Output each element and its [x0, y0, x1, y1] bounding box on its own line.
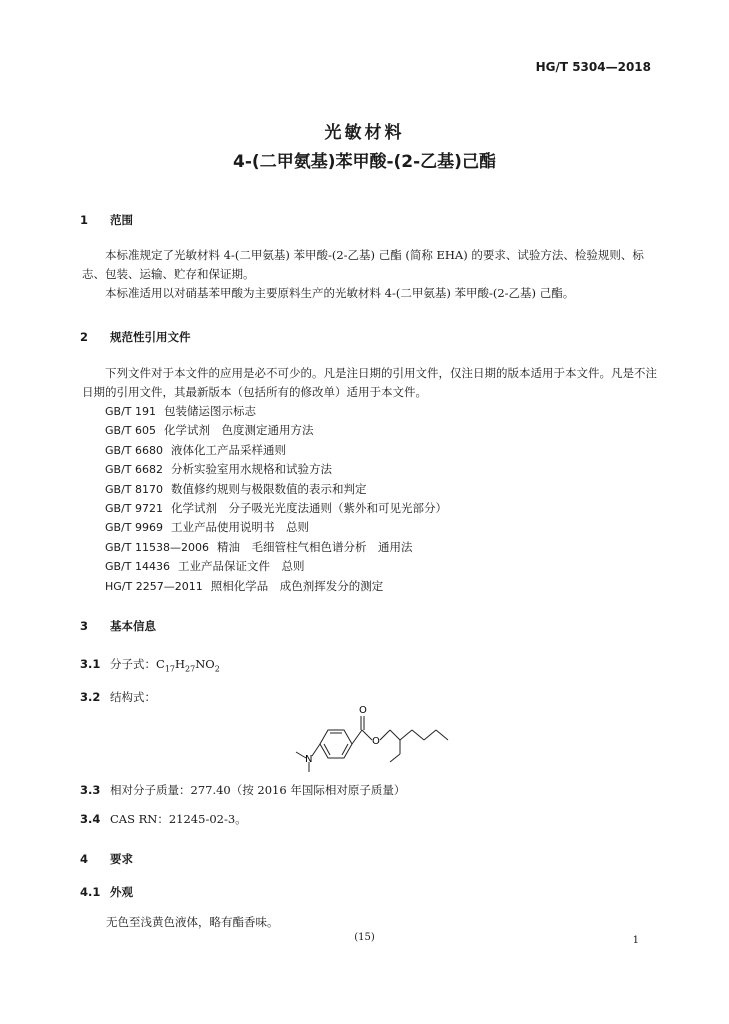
ester-bond [362, 730, 372, 740]
clause-number: 4.1 [80, 885, 101, 899]
reference-item [105, 499, 447, 518]
benzene-ring [320, 730, 352, 758]
ring-to-carbonyl-bond [352, 730, 362, 744]
molecular-formula [80, 656, 220, 673]
reference-code: GB/T 191 [105, 405, 156, 418]
ester-oxygen-atom: O [372, 736, 380, 747]
page-label: (15) [354, 932, 375, 943]
clause-text: CAS RN：21245-02-3。 [110, 812, 247, 826]
reference-code: GB/T 9721 [105, 502, 163, 516]
section-number: 4 [80, 852, 89, 866]
clause-label: 结构式： [110, 690, 156, 704]
reference-item [105, 480, 447, 499]
formula-oxygen-count: 2 [214, 664, 220, 674]
reference-item [105, 577, 447, 596]
structural-formula-label [80, 689, 156, 705]
reference-code: GB/T 6680 [105, 443, 163, 457]
reference-item [105, 421, 447, 440]
section-3-heading [80, 618, 156, 634]
paragraph: 本标准适用以对硝基苯甲酸为主要原料生产的光敏材料 4-(二甲氨基) 苯甲酸-(2-乙基) 己酯。 [105, 286, 575, 300]
clause-title: 外观 [110, 885, 133, 899]
standard-code: HG/T 5304—2018 [535, 60, 651, 74]
clause-number: 3.4 [80, 812, 101, 826]
reference-title: 照相化学品 成色剂挥发分的测定 [210, 578, 384, 593]
chain-bond [436, 730, 448, 740]
document-title-line1: 光敏材料 [324, 123, 405, 143]
clause-label: 分子式： [110, 657, 156, 671]
reference-item [105, 441, 447, 460]
reference-code: GB/T 14436 [105, 560, 170, 574]
section-1-heading [80, 212, 133, 228]
clause-4-1-heading [80, 884, 133, 900]
formula-rest: NO [195, 657, 215, 671]
chain-bond [412, 730, 424, 740]
nitrogen-atom: N [305, 754, 313, 765]
reference-title: 液体化工产品采样通则 [171, 442, 286, 457]
reference-item [105, 538, 447, 557]
section-title: 要求 [110, 852, 133, 866]
section-title: 基本信息 [110, 619, 156, 633]
reference-code: GB/T 6682 [105, 463, 163, 477]
reference-item [105, 402, 447, 421]
reference-title: 数值修约规则与极限数值的表示和判定 [171, 481, 367, 496]
reference-title: 化学试剂 色度测定通用方法 [164, 423, 314, 438]
reference-title: 包装储运图示标志 [164, 404, 256, 418]
section-number: 1 [80, 213, 89, 227]
reference-title: 工业产品保证文件 总则 [178, 559, 305, 574]
formula-carbon: C [156, 657, 165, 671]
clause-text: 相对分子质量：277.40（按 2016 年国际相对原子质量） [110, 783, 406, 797]
appearance-description: 无色至浅黄色液体，略有酯香味。 [106, 915, 279, 929]
section-number: 3 [80, 619, 89, 633]
carbonyl-oxygen-atom: O [359, 705, 367, 716]
reference-code: HG/T 2257—2011 [105, 579, 203, 593]
reference-list [105, 402, 447, 596]
reference-title: 分析实验室用水规格和试验方法 [171, 462, 332, 477]
clause-number: 3.1 [80, 657, 101, 671]
reference-item [105, 557, 447, 576]
reference-item [105, 518, 447, 537]
reference-code: GB/T 9969 [105, 521, 163, 535]
paragraph: 下列文件对于本文件的应用是必不可少的。凡是注日期的引用文件，仅注日期的版本适用于本文件。凡是不注日期的引用文件，其最新版本（包括所有的修改单）适用于本文件。 [82, 366, 657, 399]
chain-bond [424, 730, 436, 740]
clause-number: 3.3 [80, 783, 101, 797]
paragraph: 本标准规定了光敏材料 4-(二甲氨基) 苯甲酸-(2-乙基) 己酯 (简称 EHA) 的要求、试验方法、检验规则、标志、包装、运输、贮存和保证期。 [82, 248, 644, 281]
chain-bond [400, 730, 412, 740]
reference-code: GB/T 605 [105, 424, 156, 438]
reference-title: 化学试剂 分子吸光光度法通则（紫外和可见光部分） [171, 501, 447, 516]
reference-title: 工业产品使用说明书 总则 [171, 520, 309, 535]
section-1-body [82, 246, 660, 303]
section-2-intro [82, 364, 660, 402]
molecular-mass [80, 782, 405, 798]
ring-to-nitrogen-bond [312, 744, 320, 756]
reference-title: 精油 毛细管柱气相色谱分析 通用法 [216, 539, 413, 554]
chain-bond [380, 730, 390, 740]
cas-number [80, 811, 247, 827]
clause-number: 3.2 [80, 690, 101, 704]
section-title: 范围 [110, 213, 133, 227]
reference-item [105, 460, 447, 479]
section-2-heading [80, 329, 191, 345]
reference-code: GB/T 11538—2006 [105, 540, 209, 554]
formula-hydrogen: H [175, 657, 186, 671]
ethyl-bond [390, 754, 400, 762]
section-number: 2 [80, 330, 89, 344]
page-number: 1 [632, 935, 639, 946]
formula-hydrogen-count: 27 [185, 664, 196, 674]
section-4-heading [80, 851, 133, 867]
structural-formula-diagram [290, 700, 450, 776]
formula-carbon-count: 17 [164, 664, 175, 674]
document-title-line2: 4-(二甲氨基)苯甲酸-(2-乙基)己酯 [233, 152, 496, 172]
reference-code: GB/T 8170 [105, 482, 163, 496]
section-title: 规范性引用文件 [110, 330, 191, 344]
chain-bond [390, 730, 400, 740]
